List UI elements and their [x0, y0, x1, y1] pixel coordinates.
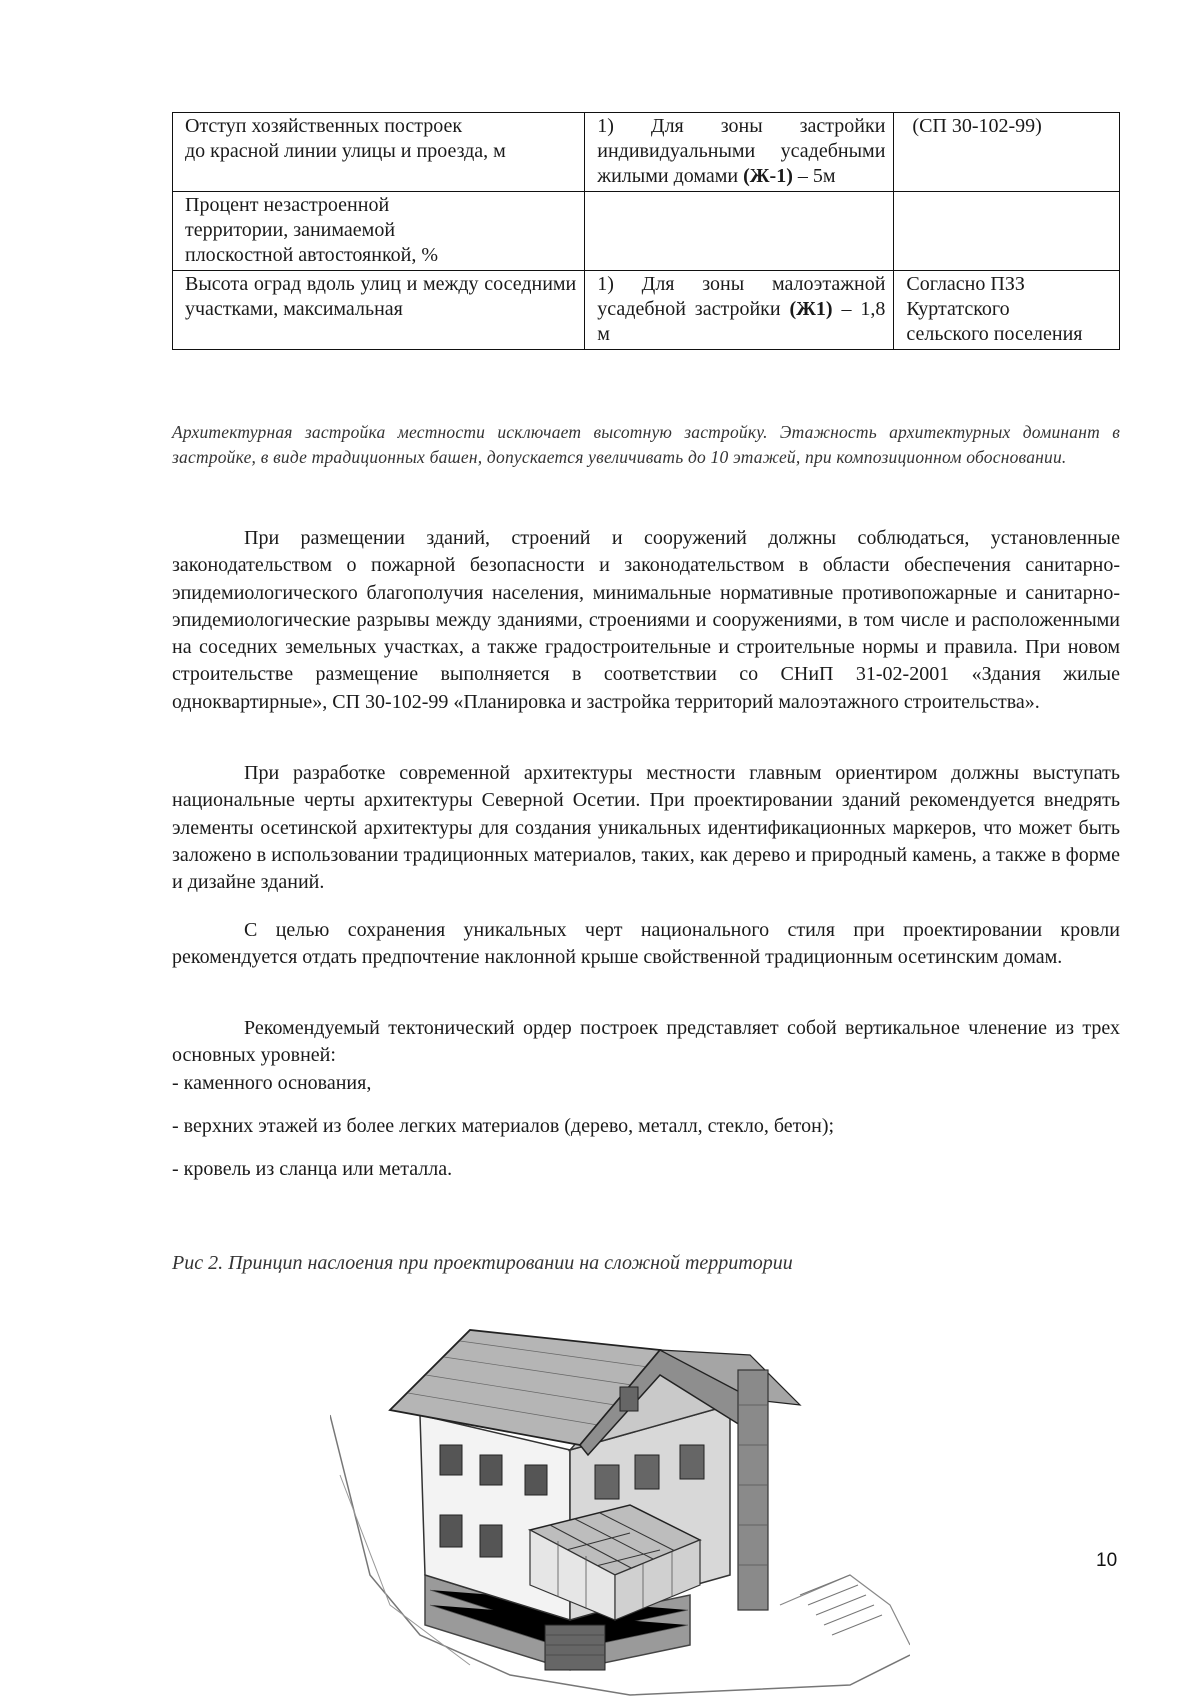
list-item: - верхних этажей из более легких материалов (дерево, металл, стекло, бетон); [172, 1115, 835, 1137]
cell-text: – 1,8 м [597, 298, 886, 345]
cell-line: Согласно ПЗЗ [906, 273, 1025, 295]
table-cell [894, 192, 1120, 271]
house-sketch-icon [330, 1275, 910, 1697]
cell-line: до красной линии улицы и проезда, м [185, 140, 506, 162]
list-item: - кровель из сланца или металла. [172, 1158, 453, 1180]
table-row [173, 271, 1120, 350]
table-cell [585, 113, 894, 192]
cell-line: плоскостной автостоянкой, % [185, 244, 439, 266]
cell-text: 1) Для зоны малоэтажной усадебной застройки [597, 273, 886, 320]
table-cell [173, 113, 585, 192]
cell-text: 1) Для зоны застройки индивидуальными усадебными жилыми домами [597, 115, 886, 187]
cell-line: сельского поселения [906, 323, 1083, 345]
table-cell [173, 192, 585, 271]
paragraph: С целью сохранения уникальных черт национального стиля при проектировании кровли рекомендуется отдать предпочтение наклонной крыше свойственной традиционным осетинским домам. [172, 919, 1120, 969]
italic-note: Архитектурная застройка местности исключает высотную застройку. Этажность архитектурных доминант в застройке, в виде традиционных башен, допускается увеличивать до 10 этажей, при композиционном обосновании. [172, 422, 1120, 467]
table-row [173, 113, 1120, 192]
cell-line: территории, занимаемой [185, 219, 396, 241]
cell-line: Отступ хозяйственных построек [185, 115, 463, 137]
parameters-table [172, 112, 1120, 350]
cell-line: Процент незастроенной [185, 194, 390, 216]
paragraph: При разработке современной архитектуры местности главным ориентиром должны выступать национальные черты архитектуры Северной Осетии. При проектировании зданий рекомендуется внедрять элементы осетинской архитектуры для создания уникальных идентификационных маркеров, что может быть заложено в использовании традиционных материалов, таких, как дерево и природный камень, а также в форме и дизайне зданий. [172, 762, 1120, 894]
page-number: 10 [1096, 1550, 1118, 1571]
figure-caption: Рис 2. Принцип наслоения при проектировании на сложной территории [172, 1252, 793, 1274]
zone-code: (Ж-1) [743, 165, 793, 187]
table-cell [585, 192, 894, 271]
table-cell [894, 271, 1120, 350]
cell-line: Куртатского [906, 298, 1010, 320]
cell-text: – 5м [792, 165, 836, 187]
zone-code: (Ж1) [789, 298, 833, 320]
table-cell: (СП 30-102-99) [894, 113, 1120, 192]
paragraph: Рекомендуемый тектонический ордер построек представляет собой вертикальное членение из трех основных уровней: [172, 1017, 1120, 1067]
table-cell [585, 271, 894, 350]
table-cell: Высота оград вдоль улиц и между соседними участками, максимальная [173, 271, 585, 350]
paragraph: При размещении зданий, строений и сооружений должны соблюдаться, установленные законодательством о пожарной безопасности и законодательством в области обеспечения санитарно-эпидемиологического благополучия населения, минимальные нормативные противопожарные и санитарно-эпидемиологические разрывы между зданиями, строениями и сооружениями, в том числе и расположенными на соседних земельных участках, а также градостроительные и строительные нормы и правила. При новом строительстве размещение выполняется в соответствии со СНиП 31-02-2001 «Здания жилые одноквартирные», СП 30-102-99 «Планировка и застройка территорий малоэтажного строительства». [172, 527, 1120, 713]
list-item: - каменного основания, [172, 1072, 372, 1094]
table-row [173, 192, 1120, 271]
